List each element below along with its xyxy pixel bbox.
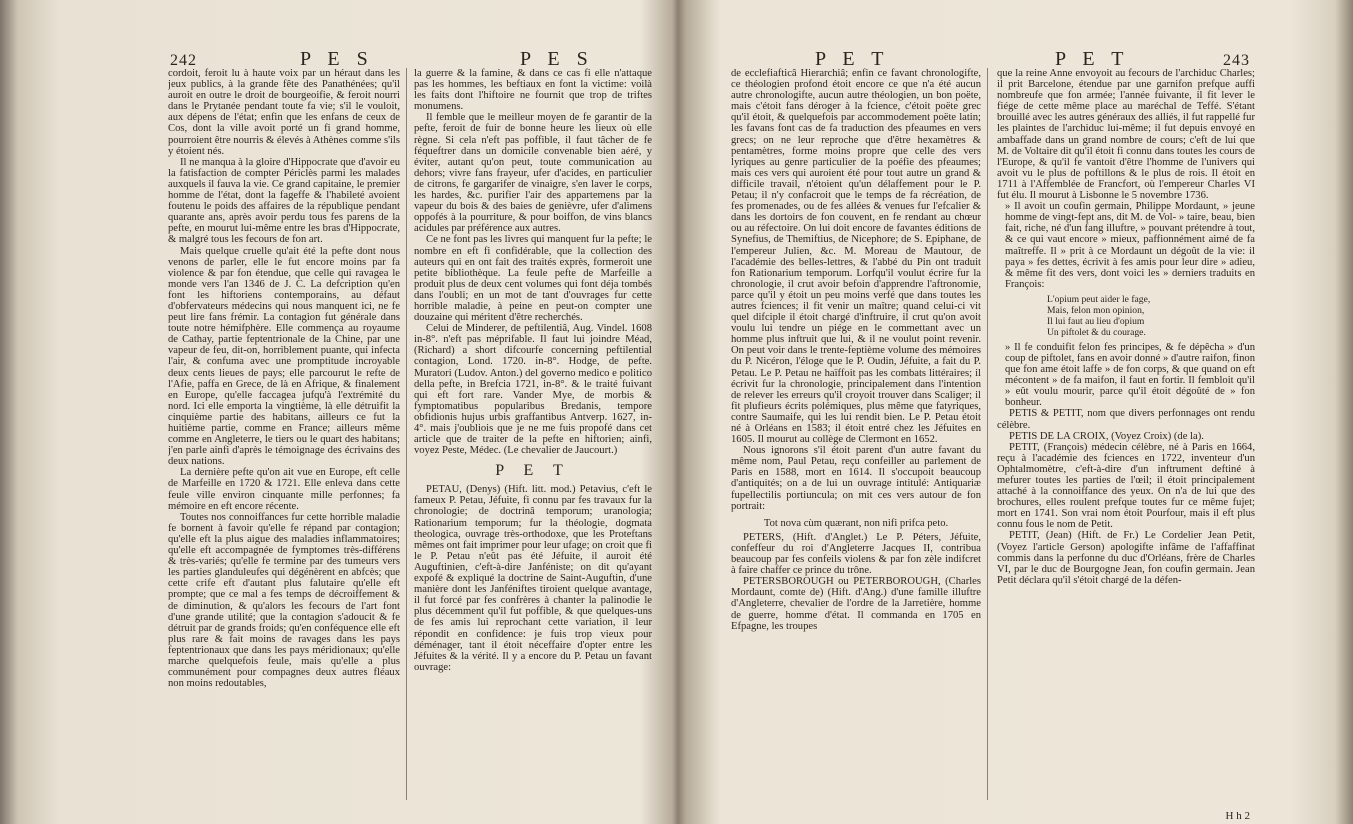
left-column-1 [168, 68, 400, 816]
paragraph: PETIS & PETIT, nom que divers perfonnages ont rendu célèbre. [997, 408, 1255, 431]
right-page-number: 243 [1223, 52, 1250, 69]
paragraph: La dernière pefte qu'on ait vue en Europe, eft celle de Marfeille en 1720 & 1721. Elle enleva dans cette feule ville environ cinquante mille perfonnes; fa mémoire en eft encore récente. [168, 467, 400, 512]
paragraph: la guerre & la famine, & dans ce cas fi elle n'attaque pas les hommes, les beftiaux en font la victime: voilà les faits dont l'hiftoire ne fournit que trop de triftes monumens. [414, 68, 652, 113]
paragraph: Il ne manqua à la gloire d'Hippocrate que d'avoir eu la fatisfaction de compter Périclès parmi les malades auxquels il fauva la vie. Ce grand capitaine, le premier homme de l'état, dont la fageffe & l'habileté avoient foutenu le poids des affaires de la république pendant quarante ans, après avoir perdu tous fes parens de la pefte, en mourut lui-même entre les bras d'Hippocrate, & malgré tous les fecours de fon art. [168, 156, 400, 246]
verse-line: Mais, felon mon opinion, [1047, 304, 1145, 316]
right-page [725, 0, 1270, 824]
latin-verse: Tot nova cùm quærant, non nifi prifca peto. [763, 517, 949, 529]
column-divider [987, 68, 988, 800]
signature-mark: H h 2 [1225, 810, 1250, 822]
paragraph: que la reine Anne envoyoit au fecours de l'archiduc Charles; il prit Barcelone, étendue par une garnifon prefque auffi nombreufe que fon armée; l'année fuivante, il fit lever le fiége de cette même place au maréchal de Teffé. S'étant brouillé avec les autres généraux des alliés, il fut rappellé fur les plaintes de l'archiduc lui-même; il fut depuis envoyé en ambaffade dans un grand nombre de cours; c'eft de lui que M. de Voltaire dit qu'il étoit fi connu dans toutes les cours de l'Europe, & qu'il fe vantoit d'être l'homme de l'univers qui avoit vu le plus de poftillons & le plus de rois. Il étoit en 1711 à l'Affemblée de Francfort, où l'empereur Charles VI fut élu. Il mourut à Lisbonne le 5 novembre 1736. [997, 68, 1255, 202]
left-head-word-1: P E S [300, 48, 374, 70]
left-head-word-2: P E S [520, 48, 594, 70]
quotation: » Il fe conduifit felon fes principes, & fe dépêcha » d'un coup de piftolet, fans en avoir donné » d'autre raifon, finon que fon ame étoit laffe » de fon corps, & que quand on eft mécontent » de fa maifon, il faut en fortir. Il fembloit qu'il » eût voulu mourir, parce qu'il étoit dégoûté de » fon bonheur. [1005, 341, 1255, 409]
paragraph: PETERSBOROUGH ou PETERBOROUGH, (Charles Mordaunt, comte de) (Hift. d'Ang.) d'une famille illuftre d'Angleterre, chevalier de l'ordre de la Jarretière, homme de guerre, homme d'état. Il commanda en 1705 en Efpagne, les troupes [731, 576, 981, 632]
paragraph: PETIT, (François) médecin célèbre, né à Paris en 1664, reçu à l'académie des fciences en 1722, inventeur d'un Ophtalmomètre, c'eft-à-dire d'un inftrument deftiné à mefurer toutes les parties de l'œil; il étoit principalement attaché à la connoiffance des yeux. On n'a de lui que des brochures, elles roulent prefque toutes fur ce même fujet; mort en 1741. Son vrai nom étoit Pourfour, mais il eft plus connu fous le nom de Petit. [997, 441, 1255, 531]
left-column-2 [414, 68, 652, 816]
paragraph: Ce ne font pas les livres qui manquent fur la pefte; le nombre en eft fi confidérable, que la collection des auteurs qui en ont fait des traités exprès, formeroit une petite bibliothèque. La feule pefte de Marfeille a produit plus de deux cent volumes qui font déja tombés dans l'oubli; en un mot de tant d'ouvrages fur cette horrible maladie, à peine en peut-on compter une douzaine qui méritent d'être recherchés. [414, 234, 652, 324]
paragraph: PETERS, (Hift. d'Anglet.) Le P. Péters, Jéfuite, confeffeur du roi d'Angleterre Jacques II, contribua beaucoup par fes confeils violens & par fon zèle indifcret à faire chaffer ce prince du trône. [731, 531, 981, 577]
right-column-2 [997, 68, 1255, 816]
paragraph: PETAU, (Denys) (Hift. litt. mod.) Petavius, c'eft le fameux P. Petau, Jéfuite, fi connu par fes travaux fur la chronologie; de doctrinâ temporum; uranologia; Rationarium temporum; fur la théologie, dogmata theologica, ouvrage très-orthodoxe, que les Proteftans mêmes ont fait imprimer pour leur ufage; on croit que fi le P. Petau n'eût pas été Jéfuite, il auroit été Auguftinien, c'eft-à-dire Janféniste; on dit qu'ayant expofé & expliqué la doctrine de Saint-Auguftin, d'une manière dont les Janféniftes tiroient quelque avantage, il fut forcé par fes confrères à chanter la palinodie le plus décemment qu'il fut poffible, & que quelques-uns de fes amis lui reprochant cette variation, il leur répondit en confidence: je fuis trop vieux pour déménager, tant il étoit néceffaire d'opter entre les Jéfuites & la vérité. Il y a encore du P. Petau un favant ouvrage: [414, 484, 652, 673]
paragraph: Celui de Minderer, de peftilentiâ, Aug. Vindel. 1608 in-8°. n'eft pas méprifable. Il faut lui joindre Méad, (Richard) a short difcourfe concerning peftilential contagion, Lond. 1720. in-8°. Hodge, de pefte. Muratori (Ludov. Anton.) del governo medico e politico della pefte, in Brefcia 1721, in-8°. & le traité fuivant qui eft fort rare. Vander Mye, de morbis & fymptomatibus popularibus Bredanis, tempore obfidionis hujus urbis graffantibus Antverp. 1627, in-4°. mais j'oubliois que je ne me fuis propofé dans cet article que de traiter de la pefte en hiftorien; ainfi, voyez Peste, Médec. (Le chevalier de Jaucourt.) [414, 323, 652, 457]
verse-line: Il lui faut au lieu d'opium [1047, 315, 1145, 327]
paragraph: cordoit, feroit lu à haute voix par un héraut dans les jeux publics, à la grande fête des Panathénées; qu'il auroit en outre le droit de bourgeoifie, & feroit nourri dans le Prytanée pendant toute fa vie; s'il le vouloit, aux dépens de l'état; enfin que les enfans de ceux de Cos, dont la ville avoit porté un fi grand homme, pourroient être nourris & élevés à Athènes comme s'ils y étoient nés. [168, 68, 400, 157]
quotation: » Il avoit un coufin germain, Philippe Mordaunt, » jeune homme de vingt-fept ans, dit M. de Vol- » taire, beau, bien fait, riche, né d'un fang illuftre, » pouvant prétendre à tout, & ce qui vaut encore » mieux, paffionnément aimé de fa maîtreffe. Il » prit à ce Mordaunt un dégoût de la vie: il paya » fes dettes, écrivit à fes amis pour leur dire » adieu, & même fit des vers, dont voici les » derniers traduits en François: [1005, 201, 1255, 290]
section-heading: P E T [495, 462, 571, 480]
column-divider [406, 68, 407, 800]
paragraph: Mais quelque cruelle qu'ait été la pefte dont nous venons de parler, elle le fut encore moins par fa violence & par fon étendue, que celle qui ravagea le monde vers l'an 1346 de J. C. La defcription qu'en font les hiftoriens contemporains, au défaut d'obfervateurs médecins qui nous manquent ici, ne fe peut lire fans frémir. La contagion fut générale dans toute notre hémifphère. Elle commença au royaume de Cathay, partie feptentrionale de la Chine, par une vapeur de feu, dit-on, horriblement puante, qui infecta l'air, & confuma avec une promptitude incroyable deux cents lieues de pays; elle parcourut le refte de l'Afie, paffa en Grece, de là en Afrique, & finalement en Europe, qu'elle faccagea jufqu'à l'extrémité du nord. Ici elle emporta la vingtième, là elle détruifit la cinquième partie des habitans, ailleurs ce fut la huitième partie, comme en France; ailleurs même comme en Angleterre, le tiers ou le quart des habitans; j'en parle ainfi d'après le témoignage des écrivains des deux nations. [168, 245, 400, 468]
paragraph: de ecclefiafticâ Hierarchiâ; enfin ce favant chronologifte, ce théologien profond étoit encore ce que n'a été aucun autre chronologifte, aucun autre théologien, un bon poëte, mais c'étoit fans déroger à la fcience, c'étoit poëte grec qu'il étoit, & quelquefois par accommodement poëte latin; les favans font cas de fa traduction des pfeaumes en vers grecs; on ne leur reproche que d'être hexamètres & pentamètres, forme moins propre que celle des vers lyriques au genre particulier de la poéfie des pfeaumes; mais ces vers qui auroient été pour tout autre un grand & difficile travail, n'étoient qu'un délaffement pour le P. Petau; il n'y confacroit que le temps de fa récréation, de fes promenades, ou de fes allées & venues fur l'efcalier & dans les dortoirs de fon couvent, en fe rendant au chœur ou au réfectoire. On lui doit encore de favantes éditions de Synefius, de Themiftius, de Nicephore; de S. Epiphane, de l'empereur Julien, &c. M. Moreau de Mautour, de l'académie des belles-lettres, & l'abbé du Pin ont traduit fon Rationarium temporum. Lorfqu'il voulut écrire fur la chronologie, il crut avoir befoin d'apprendre l'aftronomie, parce qu'il y étoit un peu moins verfé que dans toutes les autres fciences; il fit venir un maître; quand celui-ci vit quel difciple il étoit chargé d'inftruire, il crut qu'on avoit voulu lui tendre un piége en le commettant avec un homme plus inftruit que lui, & il ne voulut point revenir. On peut voir dans le trente-feptième volume des mémoires du P. Nicéron, l'éloge que le P. Oudin, Jéfuite, a fait du P. Petau. Le P. Petau ne haïffoit pas les combats littéraires; il écrivit fur la chronologie, principalement dans l'intention de relever les erreurs qu'il croyoit trouver dans Scaliger; il fit plufieurs écrits polémiques, plus même que fatyriques, contre Saumaife, qui les lui rendit bien. Le P. Petau étoit né à Orléans en 1583; il étoit entré chez les Jéfuites en 1605. Il mourut au collège de Clermont en 1652. [731, 68, 981, 446]
paragraph: PETIS DE LA CROIX, (Voyez Croix) (de la). [1009, 430, 1204, 442]
verse-line: L'opium peut aider le fage, [1047, 293, 1151, 305]
paragraph: PETIT, (Jean) (Hift. de Fr.) Le Cordelier Jean Petit, (Voyez l'article Gerson) apologifte infâme de l'affaffinat commis dans la perfonne du duc d'Orléans, frère de Charles VI, par le duc de Bourgogne Jean, fon coufin germain. Jean Petit déclara qu'il s'étoit chargé de la défen- [997, 530, 1255, 586]
paragraph: Nous ignorons s'il étoit parent d'un autre favant du même nom, Paul Petau, reçu confeiller au parlement de Paris en 1588, mort en 1614. Il s'occupoit beaucoup d'antiquités; on a de lui un ouvrage intitulé: Antiquariæ fupellectilis portiuncula; on mit ces vers autour de fon portrait: [731, 445, 981, 512]
paragraph: Toutes nos connoiffances fur cette horrible maladie fe bornent à favoir qu'elle fe répand par contagion; qu'elle eft la plus aigue des maladies inflammatoires; qu'elle eft accompagnée de fymptomes très-différens & très-variés; qu'elle fe termine par des tumeurs vers les parties glanduleufes qui dégénèrent en abfcès; que cette crife eft d'autant plus falutaire qu'elle eft prompte; que ce mal a fes temps de décroiffement & de diminution, & qu'alors les fecours de l'art font d'une grande utilité; que la contagion s'adoucit & fe détruit par de grands froids; qu'en conféquence elle eft plus rare & fait moins de ravages dans les pays feptentrionaux que dans les pays méridionaux; qu'elle marche quelquefois feule, mais qu'elle a plus communément pour compagnes deux autres fléaux non moins redoutables, [168, 511, 400, 690]
right-head-word-2: P E T [1055, 48, 1130, 70]
right-column-1 [731, 68, 981, 816]
right-head-word-1: P E T [815, 48, 890, 70]
paragraph: Il femble que le meilleur moyen de fe garantir de la pefte, feroit de fuir de bonne heure les lieux où elle règne. Si cela n'eft pas poffible, il faut tâcher de fe féqueftrer dans un domicile convenable bien aéré, y éviter, autant qu'on peut, toute communication au dehors; vivre fans frayeur, ufer d'acides, en particulier de citrons, fe gargarifer de vinaigre, s'en laver le corps, les hardes, &c. purifier l'air des appartemens par la vapeur du bois & des baies de genièvre, ufer d'alimens oppofés à la pourriture, & pour boiffon, de vins blancs acidules par préférence aux autres. [414, 112, 652, 235]
left-page-number: 242 [170, 52, 197, 69]
left-page [160, 0, 660, 824]
verse-line: Un piftolet & du courage. [1047, 326, 1146, 338]
